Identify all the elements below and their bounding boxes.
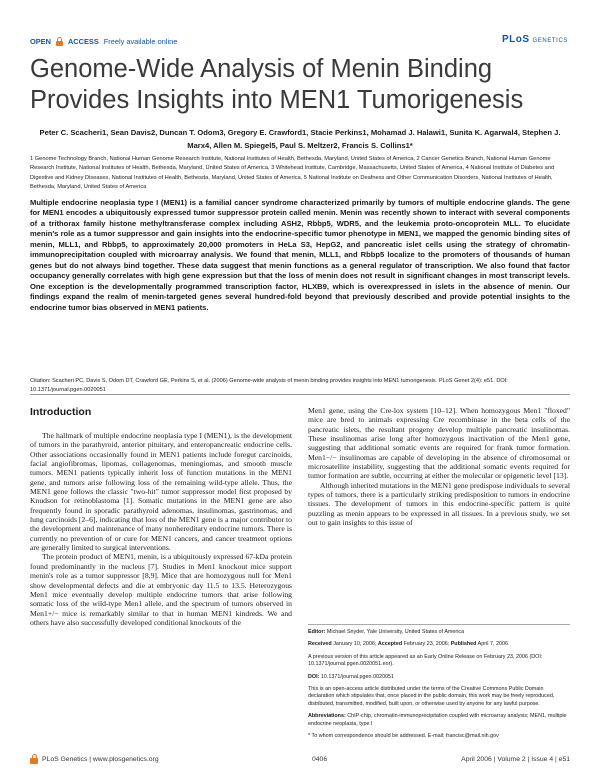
journal-logo-subtext: GENETICS	[532, 38, 568, 44]
intro-paragraph-3: Men1 gene, using the Cre-lox system [10–12]. When homozygous Men1 "floxed" mice are bred to animals expressing Cre recombinase in the beta cells of the pancreatic islets, the resultant progeny develop multiple pancreatic insulinomas. These insulinomas arise long after homozygous inactivation of the Men1 gene, suggesting that additional somatic events are required for frank tumor formation. Men1−/− insulinomas are capable of developing in the absence of chromosomal or microsatellite instability, suggesting that the additional somatic events required for tumor formation are subtle, occurring at either the molecular or epigenetic level [13].	[308, 406, 570, 481]
open-label: OPEN	[30, 37, 51, 46]
intro-paragraph-1: The hallmark of multiple endocrine neoplasia type I (MEN1), is the development of tumors in the parathyroid, anterior pituitary, and enteropancreatic endocrine cells. Other associations occasionally found in MEN1 patients include foregut carcinoids, facial angiofibromas, lipomas, collagenomas, meningiomas, and smooth muscle tumors. MEN1 patients typically inherit loss of function mutations in the MEN1 gene, and tumors arise following loss of the remaining wild-type allele. Thus, the MEN1 gene follows the classic "two-hit" tumor suppressor model first proposed by Knudson for retinoblastoma [1]. Somatic mutations in the MEN1 gene are also frequently found in sporadic parathyroid adenomas, insulinomas, gastrinomas, and lung carcinoids [2–6], indicating that loss of the MEN1 gene is a major contributor to the development and maintenance of many nonhereditary endocrine tumors. There is currently no prevention of or cure for MEN1 cancers, and cancer treatment options are generally limited to surgical interventions.	[30, 431, 292, 553]
affiliations: 1 Genome Technology Branch, National Human Genome Research Institute, National Institutes of Health, Bethesda, Maryland, United States of America, 2 Cancer Genetics Branch, National Human Genome Research Institute, National Institutes of Health, Bethesda, Maryland, United States of America, 3 Whitehead Institute, Cambridge, Massachusetts, United States of America, 4 National Institute of Diabetes and Digestive and Kidney Diseases, National Institutes of Health, Bethesda, Maryland, United States of America, 5 National Institute on Deafness and Other Communication Disorders, National Institutes of Health, Bethesda, Maryland, United States of America	[30, 156, 555, 190]
footer-journal-text: PLoS Genetics | www.plosgenetics.org	[42, 755, 159, 763]
freely-available-label: Freely available online	[103, 37, 178, 46]
section-divider	[30, 394, 570, 395]
journal-logo	[502, 34, 568, 45]
accepted-label: Accepted	[377, 641, 403, 648]
article-metadata	[308, 624, 570, 745]
early-online-note: A previous version of this article appeared as an Early Online Release on February 23, 2006 (DOI: 10.1371/journal.pgen.0020051.eor).	[308, 653, 543, 668]
editor-value: Michael Snyder, Yale University, United States of America	[326, 629, 465, 635]
issue-info: April 2006 | Volume 2 | Issue 4 | e51	[461, 755, 570, 763]
doi-label: DOI:	[308, 673, 320, 680]
article-title: Genome-Wide Analysis of Menin Binding Provides Insights into MEN1 Tumorigenesis	[30, 55, 524, 114]
editor-line	[308, 629, 570, 636]
journal-logo-text: PLoS	[501, 34, 530, 45]
section-heading-introduction: Introduction	[30, 406, 92, 418]
correspondence-note: * To whom correspondence should be addressed. E-mail: francisc@mail.nih.gov	[308, 733, 499, 740]
received-label: Received	[308, 641, 332, 648]
license-note: This is an open-access article distributed under the terms of the Creative Commons Public Domain declaration which stipulates that, once placed in the public domain, this work may be freely reproduced, distributed, transmitted, modified, built upon, or otherwise used by anyone for any lawful purpose.	[308, 686, 555, 707]
intro-paragraph-2: The protein product of MEN1, menin, is a ubiquitously expressed 67-kDa protein found predominantly in the nucleus [7]. Studies in Men1 knockout mice support menin's role as a tumor suppressor [8,9]. Mice that are homozygous null for Men1 show developmental defects and die at embryonic day 11.5 to 13.5. Heterozygous Men1 mice eventually develop multiple endocrine tumors that arise following somatic loss of the wild-type Men1 allele, and the spectrum of tumors observed in Men1+/− mice is remarkably similar to that in human MEN1 kindreds. We and others have also successfully developed conditional knockouts of the	[30, 552, 292, 627]
open-access-lock-icon	[56, 37, 63, 46]
abstract: Multiple endocrine neoplasia type I (MEN1) is a familial cancer syndrome characterized primarily by tumors of multiple endocrine glands. The gene for MEN1 encodes a ubiquitously expressed tumor suppressor protein called menin. Menin was recently shown to interact with several components of a trithorax family histone methyltransferase complex including ASH2, Rbbp5, WDR5, and the leukemia proto-oncoprotein MLL. To elucidate menin's role as a tumor suppressor and gain insights into the endocrine-specific tumor phenotype in MEN1, we mapped the genomic binding sites of menin, MLL1, and Rbbp5, to approximately 20,000 promoters in HeLa S3, HepG2, and pancreatic islet cells using the strategy of chromatin-immunoprecipitation coupled with microarray analysis. We found that menin, MLL1, and Rbbp5 localize to the promoters of thousands of human genes but do not always bind together. These data suggest that menin functions as a general regulator of transcription. We also found that factor occupancy generally correlates with high gene expression but that the loss of menin does not result in significant changes in most transcript levels. One exception is the developmentally programmed transcription factor, HLXB9, which is overexpressed in islets in the absence of menin. Our findings expand the realm of menin-targeted genes several hundred-fold beyond that previously described and provide potential insights to the endocrine tumor bias observed in MEN1 patients.	[30, 198, 570, 312]
page-footer	[30, 752, 570, 766]
citation: Citation: Scacheri PC, Davis S, Odom DT, Crawford GE, Perkins S, et al. (2006) Genome-wide analysis of menin binding provides insights into MEN1 tumorigenesis. PLoS Genet 2(4): e51. DOI: 10.1371/journal.pgen.0020051	[30, 378, 508, 393]
abbreviations-label: Abbreviations:	[308, 713, 346, 720]
intro-paragraph-4: Although inherited mutations in the MEN1 gene predispose individuals to several types of tumors, there is a particularly striking predisposition to tumors in endocrine tissues. The development of tumors in this endocrine-specific pattern is quite puzzling as menin appears to be expressed in all tissues. In a previous study, we set out to gain insights to this issue of	[308, 480, 570, 528]
footer-journal	[30, 754, 159, 764]
published-label: Published	[450, 641, 477, 648]
doi-line	[308, 674, 570, 681]
abbreviations-value: ChIP-chip, chromatin-immunoprecipitation coupled with microarray analysis; MEN1, multiple endocrine neoplasia, type I	[308, 713, 567, 727]
access-label: ACCESS	[67, 37, 99, 46]
right-column	[308, 406, 570, 527]
open-access-banner	[30, 37, 177, 46]
published-value: April 7, 2006	[477, 641, 508, 648]
dates-line	[308, 641, 570, 648]
doi-value: 10.1371/journal.pgen.0020051	[320, 673, 395, 680]
editor-label: Editor:	[308, 629, 326, 635]
author-list: Peter C. Scacheri1, Sean Davis2, Duncan T. Odom3, Gregory E. Crawford1, Stacie Perkins1, Mohamad J. Halawi1, Sunita K. Agarwal4, Stephen J. Marx4, Allen M. Spiegel5, Paul S. Meltzer2, Francis S. Collins1*	[39, 128, 561, 150]
page-number: 0406	[312, 755, 328, 763]
open-access-lock-icon	[30, 754, 38, 764]
received-value: January 10, 2006;	[333, 641, 377, 648]
left-column	[30, 406, 292, 627]
accepted-value: February 23, 2006;	[403, 641, 450, 648]
abbreviations-line	[308, 713, 570, 728]
